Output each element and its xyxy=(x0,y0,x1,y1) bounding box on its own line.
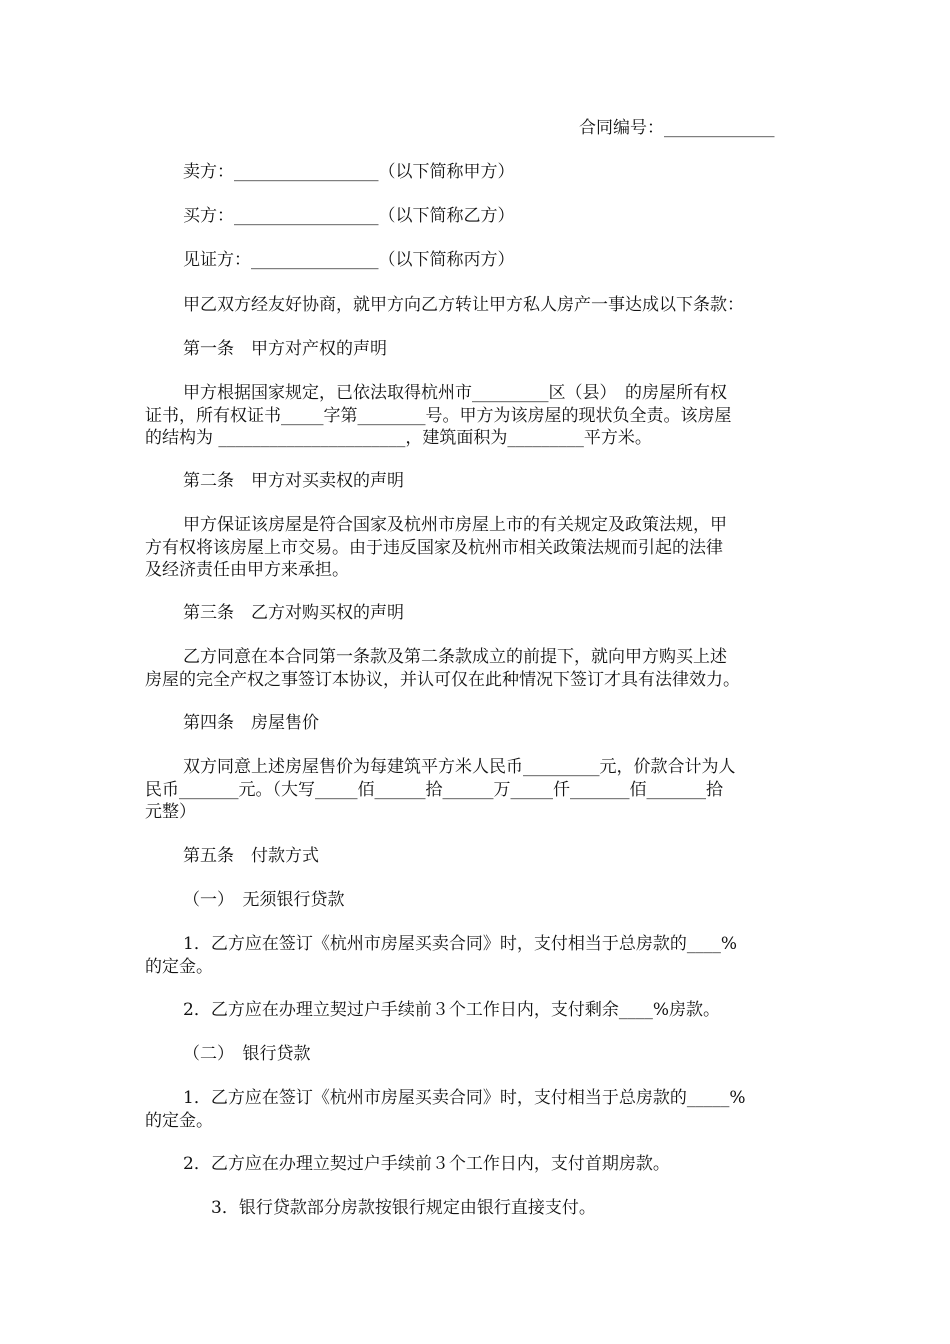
seller-line: 卖方：_________________（以下简称甲方） xyxy=(183,162,515,182)
article5-title: 第五条 付款方式 xyxy=(183,846,319,866)
article4-line: 双方同意上述房屋售价为每建筑平方米人民币_________元，价款合计为人 xyxy=(183,757,736,777)
sub1-title: （一） 无须银行贷款 xyxy=(183,890,345,910)
article4-title: 第四条 房屋售价 xyxy=(183,713,319,733)
article2-line: 及经济责任由甲方来承担。 xyxy=(145,560,349,580)
article3-line: 乙方同意在本合同第一条款及第二条款成立的前提下，就向甲方购买上述 xyxy=(183,647,727,667)
sub1-item1-line: 1．乙方应在签订《杭州市房屋买卖合同》时，支付相当于总房款的____% xyxy=(183,934,737,954)
sub2-item2: 2．乙方应在办理立契过户手续前３个工作日内，支付首期房款。 xyxy=(183,1154,670,1174)
article1-line: 甲方根据国家规定，已依法取得杭州市_________区（县） 的房屋所有权 xyxy=(183,383,727,403)
sub1-item1-line: 的定金。 xyxy=(145,957,213,977)
article3-line: 房屋的完全产权之事签订本协议，并认可仅在此种情况下签订才具有法律效力。 xyxy=(145,670,740,690)
sub2-item1-line: 的定金。 xyxy=(145,1111,213,1131)
sub1-item2: 2．乙方应在办理立契过户手续前３个工作日内，支付剩余____%房款。 xyxy=(183,1000,720,1020)
buyer-line: 买方：_________________（以下简称乙方） xyxy=(183,206,515,226)
article4-line: 元整） xyxy=(145,802,196,822)
article4-line: 民币_______元。（大写_____佰______拾______万_____仟_______佰_______拾 xyxy=(145,780,723,800)
article2-line: 甲方保证该房屋是符合国家及杭州市房屋上市的有关规定及政策法规，甲 xyxy=(183,515,727,535)
intro-text: 甲乙双方经友好协商，就甲方向乙方转让甲方私人房产一事达成以下条款： xyxy=(183,295,744,315)
sub2-title: （二） 银行贷款 xyxy=(183,1044,311,1064)
article3-title: 第三条 乙方对购买权的声明 xyxy=(183,603,404,623)
article2-line: 方有权将该房屋上市交易。由于违反国家及杭州市相关政策法规而引起的法律 xyxy=(145,538,723,558)
sub2-item1-line: 1．乙方应在签订《杭州市房屋买卖合同》时，支付相当于总房款的_____% xyxy=(183,1088,746,1108)
article1-title: 第一条 甲方对产权的声明 xyxy=(183,339,387,359)
article1-line: 证书，所有权证书_____字第________号。甲方为该房屋的现状负全责。该房屋 xyxy=(145,406,732,426)
contract-number: 合同编号：_____________ xyxy=(579,118,775,138)
witness-line: 见证方：_______________（以下简称丙方） xyxy=(183,250,515,270)
sub2-item3: 3．银行贷款部分房款按银行规定由银行直接支付。 xyxy=(211,1198,596,1218)
article2-title: 第二条 甲方对买卖权的声明 xyxy=(183,471,404,491)
article1-line: 的结构为 ______________________，建筑面积为_________平方米。 xyxy=(145,428,652,448)
